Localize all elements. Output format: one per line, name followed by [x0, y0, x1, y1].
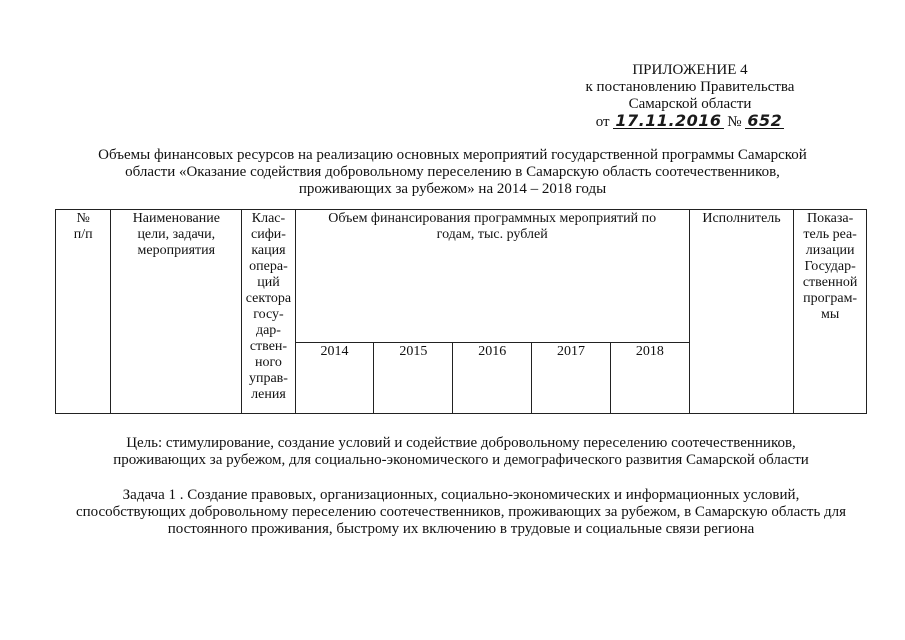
title-line-1: Объемы финансовых ресурсов на реализацию основных мероприятий государственной программы Самарской	[98, 147, 807, 163]
year-2014: 2014	[295, 343, 374, 414]
number-prefix: №	[727, 114, 742, 130]
header-name: Наименование цели, задачи, мероприятия	[111, 210, 242, 414]
handwritten-date: 17.11.2016	[615, 111, 722, 130]
appendix-region: Самарской области	[628, 96, 752, 112]
header-row-1	[56, 210, 867, 343]
title-line-3: проживающих за рубежом» на 2014 – 2018 годы	[298, 181, 607, 197]
header-num: № п/п	[56, 210, 111, 414]
task-line-2: способствующих добровольному переселению соотечественников, проживающих за рубежом, в Самарскую область для	[75, 504, 847, 520]
date-prefix: от	[595, 114, 610, 130]
document-title	[40, 147, 865, 198]
handwritten-number: 652	[747, 111, 783, 130]
header-indicator: Показа- тель реа- лизации Государ- ственной програм- мы	[794, 210, 867, 414]
year-2017: 2017	[532, 343, 611, 414]
header-classification: Клас- сифи- кация опера- ций сектора госу- дар- ствен- ного управ- ления	[242, 210, 295, 414]
header-executor: Исполнитель	[689, 210, 793, 414]
header-volume: Объем финансирования программных мероприятий по годам, тыс. рублей	[295, 210, 689, 343]
goal-text	[55, 435, 867, 469]
goal-line-1: Цель: стимулирование, создание условий и содействие добровольному переселению соотечественников,	[126, 435, 796, 451]
year-2015: 2015	[374, 343, 453, 414]
year-2018: 2018	[610, 343, 689, 414]
appendix-number: ПРИЛОЖЕНИЕ 4	[632, 62, 748, 78]
task-line-3: постоянного проживания, быстрому их включению в трудовые и социальные связи региона	[167, 521, 755, 537]
year-2016: 2016	[453, 343, 532, 414]
task-line-1: Задача 1 . Создание правовых, организационных, социально-экономических и информационных условий,	[122, 487, 800, 503]
title-line-2: области «Оказание содействия добровольному переселению в Самарскую область соотечественников,	[125, 164, 780, 180]
appendix-header	[540, 62, 840, 131]
appendix-resolution: к постановлению Правительства	[585, 79, 795, 95]
goal-line-2: проживающих за рубежом, для социально-экономического и демографического развития Самарской области	[113, 452, 809, 468]
financing-table	[55, 209, 867, 414]
appendix-date-line	[540, 113, 840, 131]
task-text	[45, 487, 877, 538]
